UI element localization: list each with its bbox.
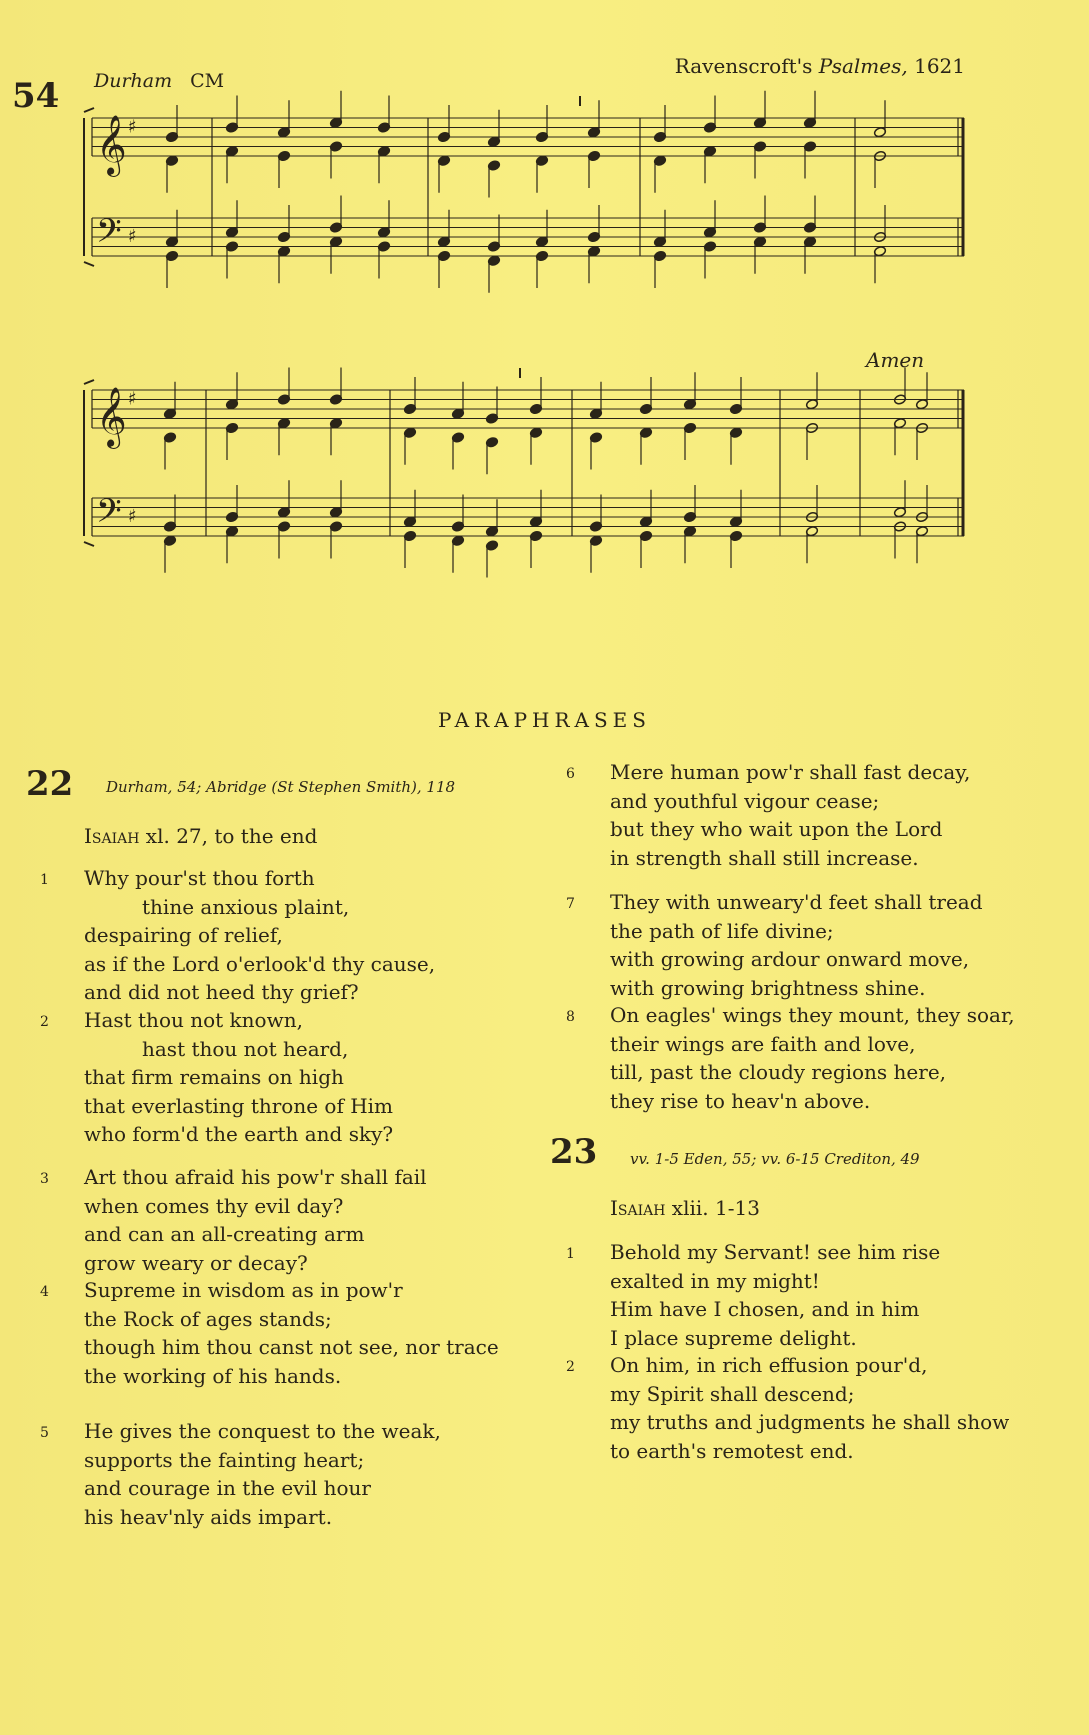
verse-line: grow weary or decay? bbox=[84, 1250, 308, 1275]
source-prefix: Ravenscroft's bbox=[674, 54, 819, 78]
verse-line: in strength shall still increase. bbox=[610, 845, 919, 870]
verse-line: though him thou canst not see, nor trace bbox=[84, 1335, 499, 1359]
verse-number: 2 bbox=[40, 1014, 49, 1030]
bass-clef: 𝄢 bbox=[96, 212, 122, 259]
verse bbox=[40, 1276, 499, 1390]
source-title: Psalmes, bbox=[818, 54, 908, 78]
verse bbox=[566, 1238, 941, 1352]
ref-rest: xl. 27, to the end bbox=[139, 824, 318, 848]
verse-line: They with unweary'd feet shall tread bbox=[610, 890, 983, 914]
paraphrase-23-tunes: vv. 1-5 Eden, 55; vv. 6-15 Crediton, 49 bbox=[630, 1150, 920, 1168]
music-score bbox=[0, 0, 1089, 620]
verse-line: Art thou afraid his pow'r shall fail bbox=[84, 1165, 427, 1189]
bracket-bottom bbox=[84, 262, 94, 266]
verse-number: 5 bbox=[40, 1425, 49, 1441]
verse-line: my Spirit shall descend; bbox=[610, 1381, 855, 1406]
verse bbox=[40, 1163, 427, 1277]
paraphrase-23-reference bbox=[610, 1196, 760, 1220]
sharp-key-signature: ♯ bbox=[128, 226, 137, 247]
verse-line: that everlasting throne of Him bbox=[84, 1093, 394, 1118]
section-title: PARAPHRASES bbox=[438, 708, 651, 732]
verse-line: Behold my Servant! see him rise bbox=[610, 1240, 941, 1264]
paraphrase-23-number: 23 bbox=[550, 1132, 598, 1172]
verse-line: Hast thou not known, bbox=[84, 1008, 303, 1032]
bracket-bottom bbox=[84, 542, 94, 546]
verse-line: with growing ardour onward move, bbox=[610, 947, 970, 971]
tune-title: Durham bbox=[94, 70, 173, 92]
ref-book: Isaiah bbox=[84, 824, 140, 848]
verse-line: and can an all-creating arm bbox=[84, 1222, 365, 1246]
paraphrase-22-number: 22 bbox=[26, 764, 74, 804]
treble-clef: 𝄞 bbox=[96, 387, 127, 447]
verse-number: 8 bbox=[566, 1009, 575, 1025]
verse-line: the path of life divine; bbox=[610, 918, 834, 943]
verse-line: who form'd the earth and sky? bbox=[84, 1122, 394, 1146]
verse-line: my truths and judgments he shall show bbox=[610, 1410, 1010, 1434]
verse-line: but they who wait upon the Lord bbox=[610, 817, 943, 841]
verse-number: 7 bbox=[566, 896, 575, 912]
verse-line: with growing brightness shine. bbox=[610, 975, 926, 1000]
verse-line: I place supreme delight. bbox=[610, 1325, 857, 1350]
verse-line: On him, in rich effusion pour'd, bbox=[610, 1353, 928, 1377]
verse-line: exalted in my might! bbox=[610, 1268, 820, 1293]
sharp-key-signature: ♯ bbox=[128, 506, 137, 527]
verse bbox=[566, 758, 971, 872]
verse-number: 1 bbox=[40, 872, 49, 888]
verse-line: On eagles' wings they mount, they soar, bbox=[610, 1003, 1015, 1027]
verse-number: 2 bbox=[566, 1359, 575, 1375]
verse-line: their wings are faith and love, bbox=[610, 1031, 916, 1056]
verse-line: Him have I chosen, and in him bbox=[610, 1297, 920, 1321]
sharp-key-signature: ♯ bbox=[128, 388, 137, 410]
bracket-top bbox=[84, 380, 94, 384]
verse-number: 3 bbox=[40, 1171, 49, 1187]
verse-line: the Rock of ages stands; bbox=[84, 1306, 332, 1331]
verse-line: despairing of relief, bbox=[84, 923, 283, 947]
verse-line: the working of his hands. bbox=[84, 1363, 342, 1388]
verse-number: 6 bbox=[566, 766, 575, 782]
verse-line: they rise to heav'n above. bbox=[610, 1088, 871, 1113]
verse-line: thine anxious plaint, bbox=[142, 894, 350, 919]
verse-line: and courage in the evil hour bbox=[84, 1476, 371, 1500]
paraphrase-22-tunes: Durham, 54; Abridge (St Stephen Smith), 118 bbox=[106, 778, 456, 796]
verse-line: supports the fainting heart; bbox=[84, 1447, 365, 1472]
verse-line: as if the Lord o'erlook'd thy cause, bbox=[84, 951, 436, 976]
verse bbox=[566, 1351, 1010, 1465]
amen-label: Amen bbox=[866, 348, 925, 372]
verse bbox=[566, 1001, 1015, 1115]
verse-line: and youthful vigour cease; bbox=[610, 788, 880, 813]
verse-line: and did not heed thy grief? bbox=[84, 980, 359, 1004]
ref-rest: xlii. 1-13 bbox=[665, 1196, 760, 1220]
verse bbox=[40, 864, 436, 1007]
verse-line: that firm remains on high bbox=[84, 1065, 344, 1089]
ref-book: Isaiah bbox=[610, 1196, 666, 1220]
hymn-number: 54 bbox=[12, 76, 60, 116]
tune-meter: CM bbox=[190, 70, 225, 92]
verse bbox=[40, 1417, 441, 1531]
paraphrase-22-reference bbox=[84, 824, 317, 848]
verse-line: to earth's remotest end. bbox=[610, 1438, 854, 1463]
verse bbox=[40, 1006, 394, 1149]
verse-number: 1 bbox=[566, 1246, 575, 1262]
verse-line: Mere human pow'r shall fast decay, bbox=[610, 760, 971, 784]
verse-line: his heav'nly aids impart. bbox=[84, 1504, 333, 1529]
source-year: 1621 bbox=[907, 54, 965, 78]
bracket-top bbox=[84, 108, 94, 112]
verse-line: Supreme in wisdom as in pow'r bbox=[84, 1278, 403, 1302]
sharp-key-signature: ♯ bbox=[128, 116, 137, 138]
verse bbox=[566, 888, 983, 1002]
verse-line: hast thou not heard, bbox=[142, 1036, 349, 1061]
verse-number: 4 bbox=[40, 1284, 49, 1300]
verse-line: till, past the cloudy regions here, bbox=[610, 1060, 947, 1084]
verse-line: He gives the conquest to the weak, bbox=[84, 1419, 441, 1443]
treble-clef: 𝄞 bbox=[96, 115, 127, 175]
verse-line: Why pour'st thou forth bbox=[84, 866, 315, 890]
verse-line: when comes thy evil day? bbox=[84, 1193, 344, 1218]
bass-clef: 𝄢 bbox=[96, 492, 122, 539]
